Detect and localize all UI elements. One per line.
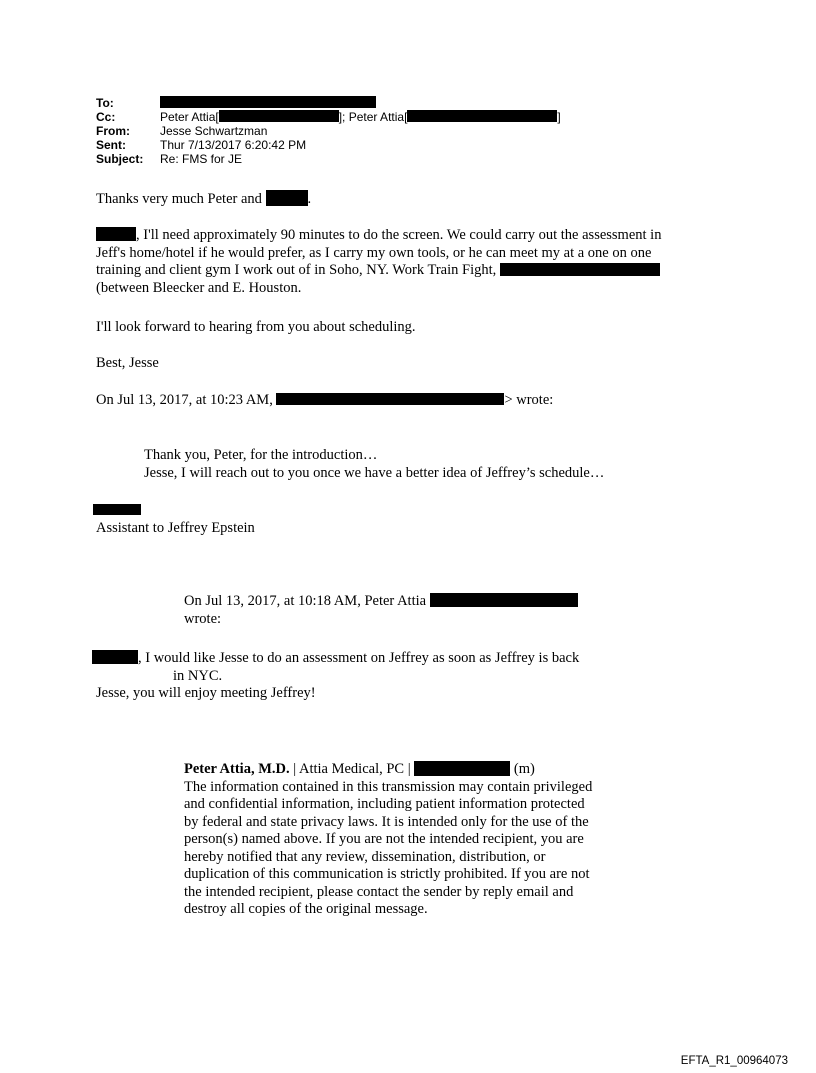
q2-line3: Jesse, you will enjoy meeting Jeffrey! (96, 685, 316, 701)
quote2-body (92, 650, 579, 703)
thanks-period: . (307, 191, 312, 207)
disclaimer-line: person(s) named above. If you are not the intended recipient, you are (184, 831, 584, 847)
signature-block (184, 761, 592, 919)
redaction-bar (276, 393, 504, 405)
document-id: EFTA_R1_00964073 (680, 1055, 788, 1067)
redaction-bar (160, 96, 376, 108)
cc-label: Cc: (96, 110, 116, 124)
redaction-bar (430, 593, 578, 607)
from-value: Jesse Schwartzman (160, 124, 268, 138)
sent-label: Sent: (96, 138, 126, 152)
p1-line2: Jeff's home/hotel if he would prefer, as I carry my own tools, or he can meet my at a one on one (96, 244, 652, 261)
disclaimer-line: destroy all copies of the original message. (184, 901, 428, 917)
p1-text-3: training and client gym I work out of in Soho, NY. Work Train Fight, (96, 262, 497, 278)
disclaimer-line: the intended recipient, please contact the sender by reply email and (184, 883, 574, 900)
to-label: To: (96, 96, 114, 110)
cc-name-1: Peter Attia[ (160, 110, 219, 124)
from-label: From: (96, 124, 130, 138)
signature-org: | Attia Medical, PC | (289, 761, 415, 777)
assistant-title: Assistant to Jeffrey Epstein (96, 520, 255, 536)
signature-mobile-label: (m) (510, 761, 535, 777)
sent-row (96, 138, 561, 152)
quote1-post: > wrote: (504, 392, 554, 408)
quote1-pre: On Jul 13, 2017, at 10:23 AM, (96, 392, 277, 408)
p1-text-1: , I'll need approximately 90 minutes to do the screen. We could carry out the assessment in (136, 227, 662, 243)
cc-row (96, 110, 561, 124)
disclaimer-line: hereby notified that any review, dissemination, distribution, or (184, 848, 546, 865)
q1-line1: Thank you, Peter, for the introduction… (144, 447, 378, 463)
disclaimer-line: duplication of this communication is strictly prohibited. If you are not (184, 866, 590, 882)
redaction-bar (414, 761, 510, 776)
signature-name: Peter Attia, M.D. (184, 761, 290, 777)
disclaimer-line: by federal and state privacy laws. It is intended only for the use of the (184, 813, 589, 830)
redaction-bar (92, 650, 138, 664)
from-row (96, 124, 561, 138)
redaction-bar (266, 190, 308, 206)
subject-label: Subject: (96, 152, 144, 166)
q2-text-1: , I would like Jesse to do an assessment on Jeffrey as soon as Jeffrey is back (138, 650, 580, 666)
redaction-bar (500, 263, 660, 276)
to-row (96, 96, 561, 110)
sent-value: Thur 7/13/2017 6:20:42 PM (160, 138, 307, 152)
paragraph-followup: I'll look forward to hearing from you about scheduling. (96, 319, 416, 335)
cc-separator: ]; Peter Attia[ (338, 110, 408, 124)
thanks-text: Thanks very much Peter and (96, 191, 266, 207)
email-header (96, 96, 561, 166)
cc-end: ] (557, 110, 561, 124)
quote2-attribution (184, 593, 578, 628)
redaction-bar (219, 110, 339, 122)
quote1-body (144, 447, 604, 482)
quote2-text-1: On Jul 13, 2017, at 10:18 AM, Peter Attia (184, 593, 427, 609)
redaction-bar (93, 504, 141, 515)
quote2-line2: wrote: (184, 610, 222, 627)
signature-line (184, 761, 592, 779)
p1-line4: (between Bleecker and E. Houston. (96, 279, 302, 296)
quote1-attribution (96, 392, 553, 410)
q1-line2: Jesse, I will reach out to you once we have a better idea of Jeffrey’s schedule… (144, 464, 605, 481)
p1-line1 (96, 227, 736, 245)
quote2-line1 (184, 593, 578, 611)
signoff: Best, Jesse (96, 355, 159, 371)
paragraph-scheduling (96, 227, 736, 297)
disclaimer-line: The information contained in this transmission may contain privileged (184, 778, 593, 795)
sender-name-redaction (93, 504, 141, 515)
disclaimer-line: and confidential information, including patient information protected (184, 796, 585, 812)
subject-row (96, 152, 561, 166)
q2-line2: in NYC. (173, 667, 223, 684)
p1-line3 (96, 262, 736, 280)
redaction-bar (96, 227, 136, 241)
thanks-line (96, 190, 311, 209)
redaction-bar (407, 110, 557, 122)
subject-value: Re: FMS for JE (160, 152, 243, 166)
q2-line1 (92, 650, 579, 668)
